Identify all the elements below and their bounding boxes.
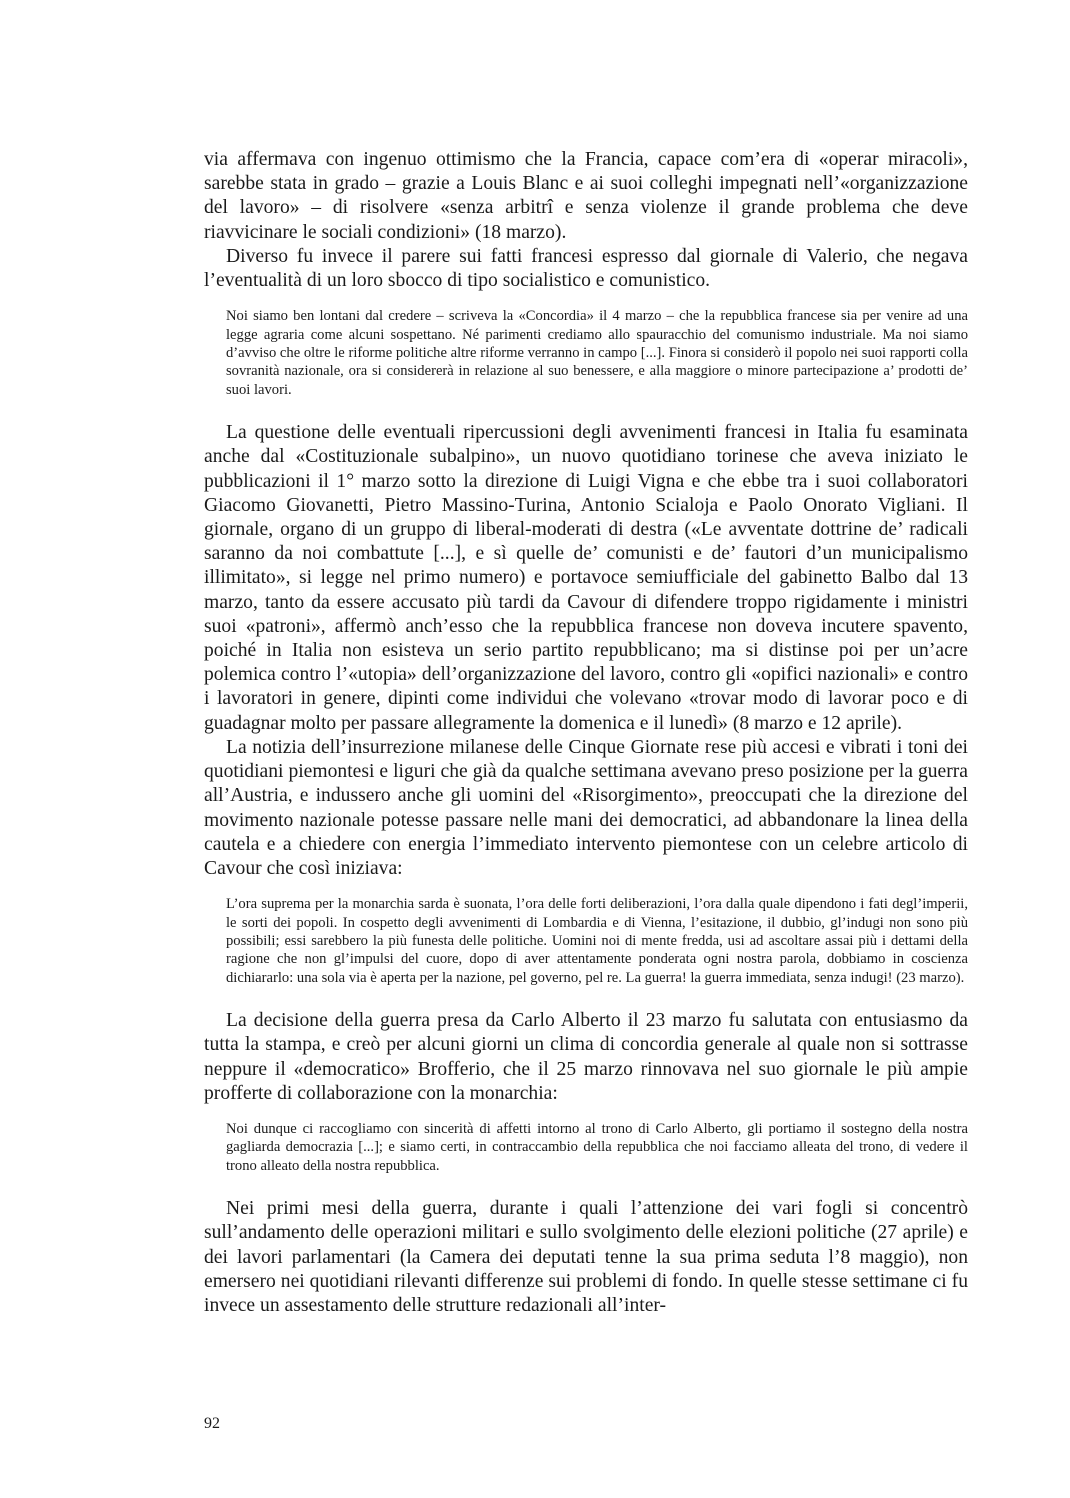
paragraph-cinque-giornate: La notizia dell’insurrezione milanese delle Cinque Giornate rese più accesi e vibrati i toni dei quotidiani piemontesi e liguri che già da qualche settimana avevano preso posizione per la guerra all’Austria, e indussero anche gli uomini del «Risorgimento», preoccupati che la direzione del movimento nazionale potesse passare nelle mani dei democratici, ad abbandonare la linea della cautela e a chiedere con energia l’immediato intervento piemontese con un celebre articolo di Cavour che così iniziava: xyxy=(204,736,968,879)
page-content xyxy=(204,148,968,1318)
paragraph-primi-mesi: Nei primi mesi della guerra, durante i quali l’attenzione dei vari fogli si concentrò sull’andamento delle operazioni militari e sullo svolgimento delle elezioni politiche (27 aprile) e dei lavori parlamentari (la Camera dei deputati tenne la sua prima seduta l’8 maggio), non emersero nei quotidiani rilevanti differenze sui problemi di fondo. In quelle stesse settimane ci fu invece un assestamento delle strutture redazionali all’inter- xyxy=(204,1198,968,1316)
block-quote-brofferio: Noi dunque ci raccogliamo con sincerità di affetti intorno al trono di Carlo Alberto, gli portiamo il sostegno della nostra gagliarda democrazia [...]; e siamo certi, in contraccambio della repubblica che noi facciamo alleata del trono, di vedere il trono alleato della nostra repubblica. xyxy=(226,1120,968,1174)
block-quote-cavour: L’ora suprema per la monarchia sarda è suonata, l’ora delle forti deliberazioni, l’ora dalla quale dipendono i fati degl’imperii, le sorti dei popoli. In cospetto degli avvenimenti di Lombardia e di Vienna, l’esitazione, il dubbio, gl’indugi non sono più possibili; essi sarebbero la più funesta delle politiche. Uomini noi di mente fredda, usi ad ascoltare assai più i dettami della ragione che non gl’impulsi del cuore, dopo di aver attentamente ponderata ogni nostra parola, dobbiamo in coscienza dichiararlo: una sola via è aperta per la nazione, pel governo, pel re. La guerra! la guerra immediata, senza indugi! (23 marzo). xyxy=(226,896,968,986)
page-number: 92 xyxy=(204,1415,220,1432)
paragraph-valerio: Diverso fu invece il parere sui fatti francesi espresso dal giornale di Valerio, che negava l’eventualità di un loro sbocco di tipo socialistico e comunistico. xyxy=(204,245,968,292)
paragraph-carlo-alberto: La decisione della guerra presa da Carlo Alberto il 23 marzo fu salutata con entusiasmo da tutta la stampa, e creò per alcuni giorni un clima di concordia generale al quale non si sottrasse neppure il «democratico» Brofferio, che il 25 marzo rinnovava nel suo giornale le più ampie profferte di collaborazione con la monarchia: xyxy=(204,1010,968,1104)
paragraph-continuation: via affermava con ingenuo ottimismo che la Francia, capace com’era di «operar miracoli», sarebbe stata in grado – grazie a Louis Blanc e ai suoi colleghi impegnati nell’«organizzazione del lavoro» – di risolvere «senza arbitrî e senza violenze il grande problema che deve riavvicinare le sociali condizioni» (18 marzo). xyxy=(204,149,968,243)
block-quote-concordia: Noi siamo ben lontani dal credere – scriveva la «Concordia» il 4 marzo – che la repubblica francese sia per venire ad una legge agraria come alcuni sospettano. Né parimenti crediamo allo spauracchio del comunismo industriale. Ma noi siamo d’avviso che oltre le riforme politiche altre riforme verranno in campo [...]. Finora si considerò il popolo nei suoi rapporti colla sovranità nazionale, ora si considererà in relazione al suo benessere, e alla maggiore o minore partecipazione a’ prodotti de’ suoi lavori. xyxy=(226,308,968,398)
paragraph-costituzionale: La questione delle eventuali ripercussioni degli avvenimenti francesi in Italia fu esaminata anche dal «Costituzionale subalpino», un nuovo quotidiano torinese che aveva iniziato le pubblicazioni il 1° marzo sotto la direzione di Luigi Vigna e che ebbe tra i suoi collaboratori Giacomo Giovanetti, Pietro Massino-Turina, Antonio Scialoja e Paolo Onorato Vigliani. Il giornale, organo di un gruppo di liberal-moderati di destra («Le avventate dottrine de’ radicali saranno da noi combattute [...], e sì quelle de’ comunisti e de’ fautori d’un municipalismo illimitato», si legge nel primo numero) e portavoce semiufficiale del gabinetto Balbo dal 13 marzo, tanto da essere accusato più tardi da Cavour di difendere troppo rigidamente i ministri suoi «patroni», affermò anch’esso che la repubblica francese non doveva incutere spavento, poiché in Italia non esisteva un serio partito repubblicano; ma si distinse poi per un’acre polemica contro l’«utopia» dell’organizzazione del lavoro, contro gli «opifici nazionali» e contro i lavoratori in genere, dipinti come individui che volevano «trovar modo di lavorar poco e di guadagnar molto per passare allegramente la domenica e il lunedì» (8 marzo e 12 aprile). xyxy=(204,422,968,734)
